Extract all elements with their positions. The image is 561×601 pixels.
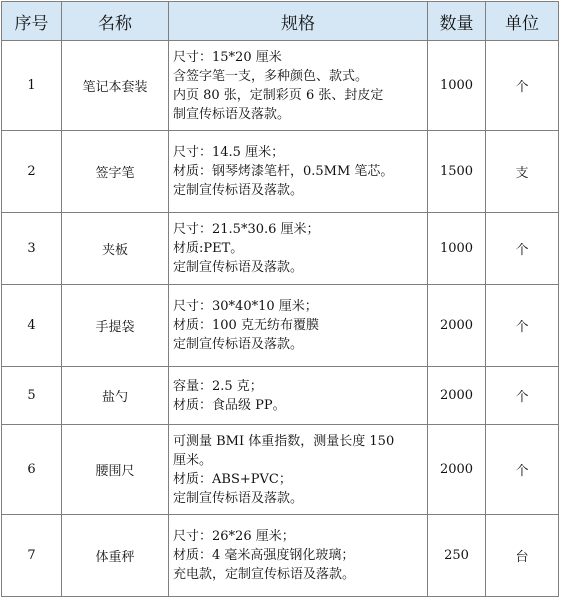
row-index-cell: 4 xyxy=(2,285,62,367)
table-row xyxy=(2,367,559,425)
row-unit-cell: 个 xyxy=(486,367,559,425)
spec-line: 容量：2.5 克； xyxy=(173,378,263,394)
spec-line: 内页 80 张，定制彩页 6 张、封皮定 xyxy=(173,87,384,103)
row-name-cell: 体重秤 xyxy=(62,515,169,597)
row-spec-cell xyxy=(169,41,428,131)
spec-line: 材质：钢琴烤漆笔杆，0.5MM 笔芯。 xyxy=(173,164,394,179)
row-unit-cell: 台 xyxy=(486,515,559,597)
table-row xyxy=(2,425,559,515)
row-quantity-cell: 1500 xyxy=(428,131,486,213)
row-index-cell: 2 xyxy=(2,131,62,213)
row-unit-cell: 个 xyxy=(486,285,559,367)
spec-line: 厘米。 xyxy=(173,452,213,468)
spec-line: 材质：食品级 PP。 xyxy=(173,397,286,413)
table-row xyxy=(2,285,559,367)
header-unit: 单位 xyxy=(486,2,559,41)
row-spec-cell xyxy=(169,367,428,425)
spec-line: 尺寸：14.5 厘米； xyxy=(173,145,285,160)
spec-line: 材质：4 毫米高强度钢化玻璃； xyxy=(173,548,355,563)
spec-line: 材质：100 克无纺布覆膜 xyxy=(173,318,319,333)
row-name-cell: 腰围尺 xyxy=(62,425,169,515)
row-spec-cell xyxy=(169,213,428,285)
table-row xyxy=(2,515,559,597)
row-spec-cell xyxy=(169,515,428,597)
spec-line: 材质:PET。 xyxy=(173,241,244,256)
spec-line: 含签字笔一支，多种颜色、款式。 xyxy=(173,68,369,84)
table-body xyxy=(2,41,559,597)
row-spec-cell xyxy=(169,285,428,367)
spec-line: 可测量 BMI 体重指数，测量长度 150 xyxy=(173,433,395,449)
spec-line: 定制宣传标语及落款。 xyxy=(173,337,304,352)
spec-line: 材质：ABS+PVC； xyxy=(173,471,292,487)
spec-line: 充电款，定制宣传标语及落款。 xyxy=(173,567,356,582)
header-spec: 规格 xyxy=(169,2,428,41)
row-quantity-cell: 250 xyxy=(428,515,486,597)
header-index: 序号 xyxy=(2,2,62,41)
header-quantity: 数量 xyxy=(428,2,486,41)
row-quantity-cell: 1000 xyxy=(428,213,486,285)
spec-line: 定制宣传标语及落款。 xyxy=(173,183,304,198)
row-index-cell: 3 xyxy=(2,213,62,285)
header-name: 名称 xyxy=(62,2,169,41)
row-quantity-cell: 1000 xyxy=(428,41,486,131)
row-index-cell: 5 xyxy=(2,367,62,425)
row-unit-cell: 个 xyxy=(486,425,559,515)
header-row xyxy=(2,2,559,41)
row-index-cell: 6 xyxy=(2,425,62,515)
row-quantity-cell: 2000 xyxy=(428,425,486,515)
spec-line: 定制宣传标语及落款。 xyxy=(173,260,304,275)
row-name-cell: 夹板 xyxy=(62,213,169,285)
row-index-cell: 1 xyxy=(2,41,62,131)
row-spec-cell xyxy=(169,425,428,515)
table-row xyxy=(2,41,559,131)
row-name-cell: 盐勺 xyxy=(62,367,169,425)
row-quantity-cell: 2000 xyxy=(428,285,486,367)
row-spec-cell xyxy=(169,131,428,213)
row-unit-cell: 个 xyxy=(486,41,559,131)
row-index-cell: 7 xyxy=(2,515,62,597)
row-quantity-cell: 2000 xyxy=(428,367,486,425)
spec-line: 尺寸：26*26 厘米； xyxy=(173,529,295,544)
spec-line: 定制宣传标语及落款。 xyxy=(173,490,304,506)
row-name-cell: 手提袋 xyxy=(62,285,169,367)
row-name-cell: 笔记本套装 xyxy=(62,41,169,131)
table-row xyxy=(2,131,559,213)
spec-line: 制宣传标语及落款。 xyxy=(173,106,291,122)
row-unit-cell: 个 xyxy=(486,213,559,285)
spec-line: 尺寸：30*40*10 厘米； xyxy=(173,299,318,314)
spec-line: 尺寸：15*20 厘米 xyxy=(173,49,282,65)
spec-line: 尺寸：21.5*30.6 厘米； xyxy=(173,222,320,237)
table-row xyxy=(2,213,559,285)
row-name-cell: 签字笔 xyxy=(62,131,169,213)
row-unit-cell: 支 xyxy=(486,131,559,213)
product-spec-table xyxy=(1,1,559,597)
